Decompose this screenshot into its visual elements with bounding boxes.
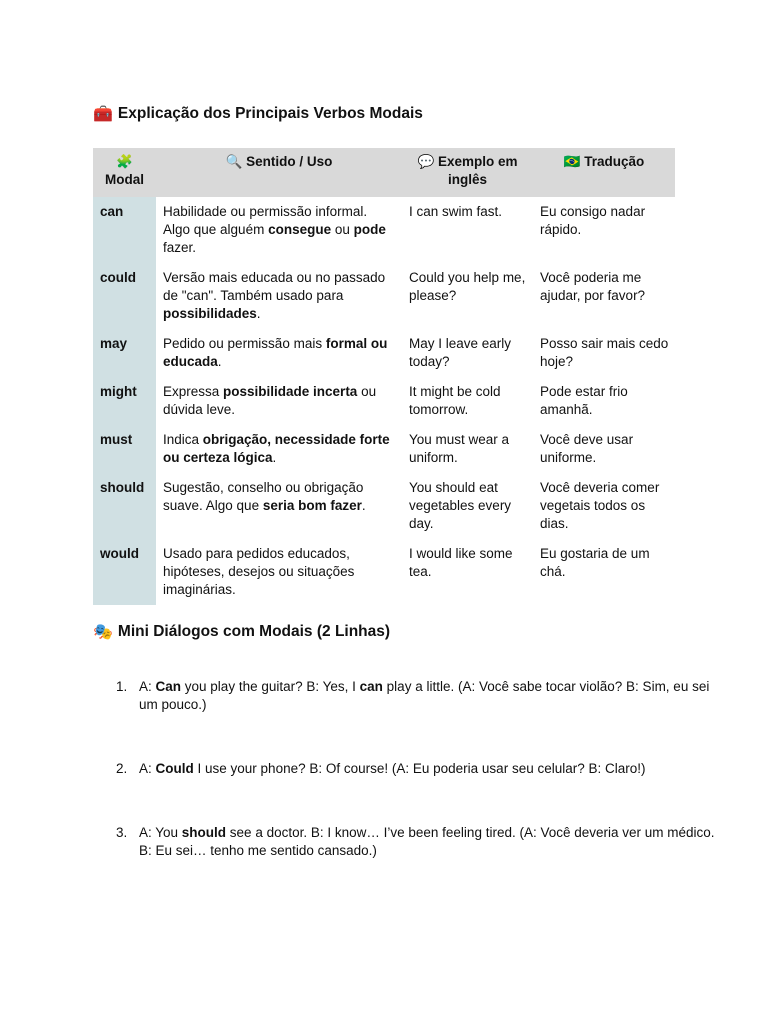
bold-text: should <box>181 825 227 840</box>
section-heading-modals-explanation <box>93 104 423 124</box>
text-run: Pedido ou permissão mais <box>163 336 326 351</box>
brazil-flag-icon: 🇧🇷 <box>563 154 581 170</box>
example-cell: Could you help me, please? <box>409 270 526 303</box>
usage-cell <box>156 539 402 605</box>
bold-text: Can <box>155 679 182 694</box>
table-row <box>93 539 675 605</box>
bold-text: possibilidades <box>163 306 257 321</box>
example-cell: I would like some tea. <box>409 546 513 579</box>
modals-table <box>93 148 675 605</box>
text-run: . <box>272 450 277 465</box>
bold-text: obrigação, necessidade forte ou certeza lógica <box>163 432 390 465</box>
example-cell: I can swim fast. <box>409 204 503 219</box>
dialog-list <box>93 678 719 860</box>
usage-cell <box>156 329 402 377</box>
modal-cell: should <box>93 473 156 539</box>
modal-cell: can <box>93 197 156 263</box>
example-cell: It might be cold tomorrow. <box>409 384 501 417</box>
modal-cell: could <box>93 263 156 329</box>
text-run: A: <box>139 761 156 776</box>
translation-cell: Posso sair mais cedo hoje? <box>540 336 669 369</box>
modal-cell: would <box>93 539 156 605</box>
table-row <box>93 329 675 377</box>
bold-text: can <box>359 679 383 694</box>
usage-cell <box>156 377 402 425</box>
table-header-row <box>93 148 675 197</box>
text-run: . <box>217 354 222 369</box>
dialog-item <box>116 678 719 714</box>
translation-cell: Eu consigo nadar rápido. <box>540 204 646 237</box>
table-row <box>93 197 675 263</box>
usage-cell <box>156 263 402 329</box>
bold-text: formal ou educada <box>163 336 388 369</box>
text-run: A: You <box>139 825 182 840</box>
list-number: 2. <box>116 761 128 776</box>
speech-bubble-icon: 💬 <box>417 154 435 170</box>
translation-cell: Você poderia me ajudar, por favor? <box>540 270 646 303</box>
bold-text: consegue <box>268 222 332 237</box>
text-run: I use your phone? B: Of course! (A: Eu poderia usar seu celular? B: Claro!) <box>193 761 646 776</box>
bold-text: possibilidade incerta <box>223 384 358 399</box>
section-title: Explicação dos Principais Verbos Modais <box>117 105 423 122</box>
header-example <box>402 148 533 197</box>
section-heading-mini-dialogs <box>93 622 390 642</box>
bold-text: Could <box>155 761 194 776</box>
dialog-item <box>116 824 719 860</box>
header-label: Tradução <box>584 154 645 169</box>
table-row <box>93 263 675 329</box>
text-run: ou <box>331 222 354 237</box>
header-translation <box>533 148 675 197</box>
table-row <box>93 425 675 473</box>
header-modal <box>93 148 156 197</box>
text-run: A: <box>139 679 156 694</box>
text-run: . <box>256 306 261 321</box>
header-label: Modal <box>105 172 144 187</box>
text-run: . <box>361 498 366 513</box>
text-run: you play the guitar? B: Yes, I <box>181 679 360 694</box>
example-cell: You must wear a uniform. <box>409 432 510 465</box>
list-number: 3. <box>116 825 128 840</box>
usage-cell <box>156 425 402 473</box>
text-run: play a little. (A: Você sabe tocar violão? B: Sim, eu sei um pouco.) <box>139 679 710 712</box>
translation-cell: Você deve usar uniforme. <box>540 432 634 465</box>
translation-cell: Pode estar frio amanhã. <box>540 384 628 417</box>
magnifier-icon: 🔍 <box>225 154 243 170</box>
usage-cell <box>156 197 402 263</box>
toolbox-icon: 🧰 <box>93 104 113 123</box>
usage-cell <box>156 473 402 539</box>
text-run: Habilidade ou permissão informal. Algo que alguém <box>163 204 368 237</box>
text-run: Indica <box>163 432 203 447</box>
dialog-item <box>116 760 719 778</box>
puzzle-icon: 🧩 <box>116 154 133 170</box>
text-run: see a doctor. B: I know… I’ve been feeling tired. (A: Você deveria ver um médico. B: Eu sei… tenho me sentido cansado.) <box>139 825 715 858</box>
header-label: Exemplo em inglês <box>438 154 518 187</box>
table-row <box>93 473 675 539</box>
theater-masks-icon: 🎭 <box>93 622 113 641</box>
header-usage <box>156 148 402 197</box>
translation-cell: Eu gostaria de um chá. <box>540 546 650 579</box>
bold-text: pode <box>353 222 386 237</box>
modal-cell: may <box>93 329 156 377</box>
example-cell: May I leave early today? <box>409 336 512 369</box>
text-run: ou dúvida leve. <box>163 384 377 417</box>
text-run: Expressa <box>163 384 224 399</box>
modal-cell: must <box>93 425 156 473</box>
section-title: Mini Diálogos com Modais (2 Linhas) <box>117 623 391 640</box>
table-row <box>93 377 675 425</box>
text-run: Usado para pedidos educados, hipóteses, desejos ou situações imaginárias. <box>163 546 355 597</box>
text-run: Sugestão, conselho ou obrigação suave. Algo que <box>163 480 364 513</box>
text-run: Versão mais educada ou no passado de "can". Também usado para <box>163 270 386 303</box>
text-run: fazer. <box>163 240 197 255</box>
translation-cell: Você deveria comer vegetais todos os dias. <box>540 480 660 531</box>
table-body <box>93 197 675 605</box>
list-number: 1. <box>116 679 128 694</box>
example-cell: You should eat vegetables every day. <box>409 480 512 531</box>
header-label: Sentido / Uso <box>246 154 333 169</box>
modal-cell: might <box>93 377 156 425</box>
bold-text: seria bom fazer <box>262 498 362 513</box>
